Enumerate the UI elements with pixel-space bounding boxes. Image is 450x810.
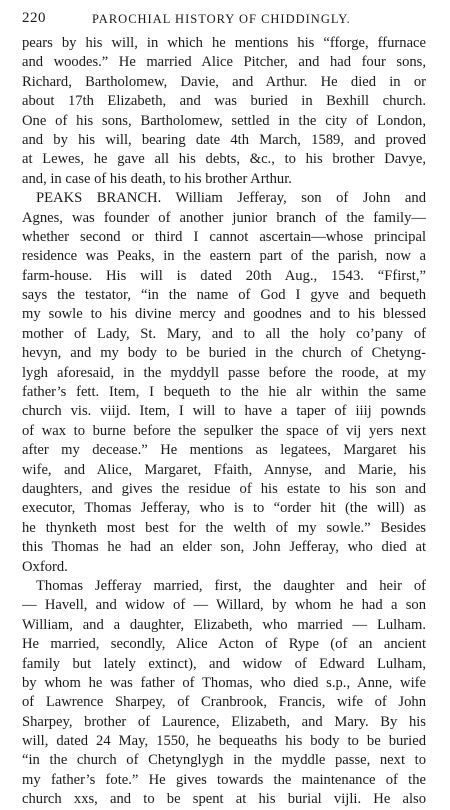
- text-line: “in the church of Chetynglygh in the myddle passe, next to: [22, 752, 426, 769]
- text-line: says the testator, “in the name of God I gyve and bequeth: [22, 287, 426, 304]
- text-line: will, dated 24 May, 1550, he bequeaths his body to be buried: [22, 733, 426, 750]
- text-line: this Thomas he had an elder son, John Jefferay, who died at: [22, 539, 426, 556]
- text-line: and woodes.” He married Alice Pitcher, and had four sons,: [22, 54, 426, 71]
- text-line: Sharpey, brother of Laurence, Elizabeth, and Mary. By his: [22, 713, 426, 730]
- text-line: lygh aforesaid, in the myddyll passe before the roode, at my: [22, 364, 426, 381]
- text-line: PEAKS BRANCH. William Jefferay, son of John and: [36, 190, 426, 207]
- text-line: pears by his will, in which he mentions his “fforge, ffurnace: [22, 35, 426, 51]
- text-line: One of his sons, Bartholomew, settled in the city of London,: [22, 112, 426, 129]
- text-line: wife, and Alice, Margaret, Ffaith, Annyse, and Marie, his: [22, 461, 426, 478]
- text-line: about 17th Elizabeth, and was buried in Bexhill church.: [22, 93, 426, 110]
- text-line: Thomas Jefferay married, first, the daughter and heir of: [36, 577, 426, 594]
- text-line: Agnes, was founder of another junior branch of the family—: [22, 209, 426, 226]
- text-line: — Havell, and widow of — Willard, by whom he had a son: [22, 597, 426, 614]
- text-line: residence was Peaks, in the eastern part of the parish, now a: [22, 248, 426, 265]
- text-line: mother of Lady, St. Mary, and to all the holy co’pany of: [22, 325, 426, 342]
- running-head: PAROCHIAL HISTORY OF CHIDDINGLY.: [92, 12, 351, 26]
- text-line: Richard, Bartholomew, Davie, and Arthur. He died in or: [22, 73, 426, 90]
- text-line: farm-house. His will is dated 20th Aug., 1543. “Ffirst,”: [22, 267, 426, 284]
- text-line: at Lewes, he gave all his debts, &c., to his brother Davye,: [22, 151, 426, 168]
- text-line: he thynketh most best for the welth of my sowle.” Besides: [22, 519, 426, 536]
- text-line: my sowle to his divine mercy and goodnes and to his blessed: [22, 306, 426, 323]
- text-line: William, and a daughter, Elizabeth, who married — Lulham.: [22, 616, 426, 633]
- text-line: He married, secondly, Alice Acton of Rype (of an ancient: [22, 636, 426, 653]
- text-line: Oxford.: [22, 558, 68, 575]
- page-header: [22, 8, 432, 30]
- text-line: executor, Thomas Jefferay, who is to “order hit (the will) as: [22, 500, 426, 517]
- text-line: my father’s fote.” He gives towards the maintenance of the: [22, 771, 426, 788]
- text-line: of wax to burne before the sepulker the space of vij yers next: [22, 422, 426, 439]
- text-line: hevyn, and my body to be buried in the church of Chetyng-: [22, 345, 426, 362]
- text-line: and, in case of his death, to his brother Arthur.: [22, 170, 292, 187]
- text-line: by whom he was father of Thomas, who died s.p., Anne, wife: [22, 674, 426, 691]
- text-line: and by his will, bearing date 4th March, 1589, and proved: [22, 131, 426, 148]
- page-number: 220: [22, 10, 46, 26]
- text-line: daughters, and gives the residue of his estate to his son and: [22, 480, 426, 497]
- text-line: whether second or third I cannot ascertain—whose principal: [22, 228, 426, 245]
- text-line: church xxs, and to be spent at his burial vijli. He also: [22, 791, 426, 808]
- text-line: after my decease.” He mentions as legatees, Margaret his: [22, 442, 426, 459]
- text-line: church vis. viijd. Item, I will to have a taper of iiij pownds: [22, 403, 426, 420]
- body-text: [22, 34, 426, 810]
- text-line: father’s fett. Item, I bequeth to the hie alr within the same: [22, 384, 426, 401]
- text-line: of Lawrence Sharpey, of Cranbrook, Francis, wife of John: [22, 694, 426, 711]
- text-line: family but lately extinct), and widow of Edward Lulham,: [22, 655, 426, 672]
